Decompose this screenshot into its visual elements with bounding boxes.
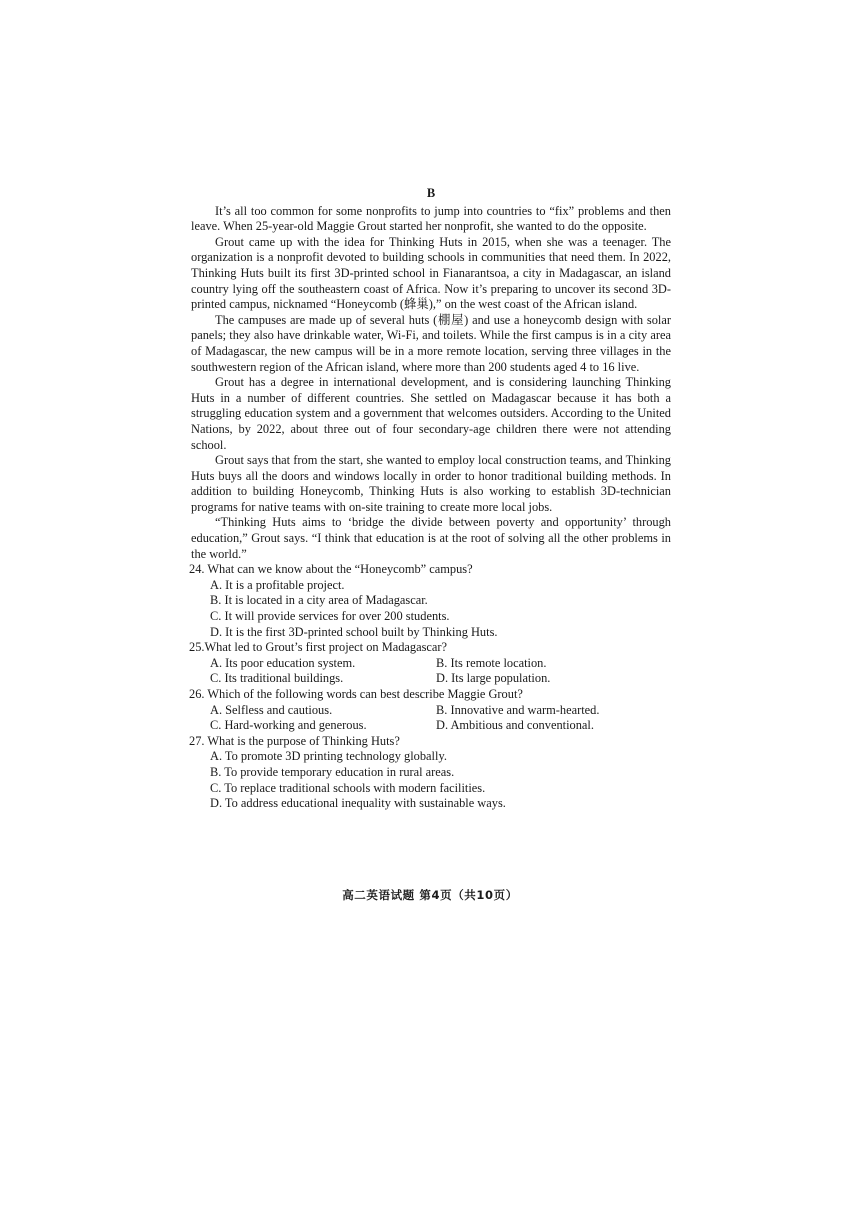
question-24-option-b: B. It is located in a city area of Madagascar. bbox=[210, 593, 428, 608]
question-27-option-b: B. To provide temporary education in rural areas. bbox=[210, 764, 455, 779]
paragraph-6: “Thinking Huts aims to ‘bridge the divide between poverty and opportunity’ through education,” Grout says. “I think that education is at the root of solving all the other problems in the world.” bbox=[191, 515, 671, 561]
reading-passage-b bbox=[191, 186, 671, 812]
question-26-option-d: D. Ambitious and conventional. bbox=[436, 718, 594, 733]
question-24-option-a: A. It is a profitable project. bbox=[210, 577, 345, 592]
question-25-stem: 25.What led to Grout’s first project on Madagascar? bbox=[189, 640, 448, 655]
paragraph-3: The campuses are made up of several huts (棚屋) and use a honeycomb design with solar panels; they also have drinkable water, Wi-Fi, and toilets. While the first campus is in a city area of Madagascar, the new campus will be in a more remote location, serving three villages in the southwestern region of the African island, where more than 200 students aged 4 to 16 live. bbox=[191, 312, 671, 374]
question-list bbox=[191, 562, 671, 812]
question-24-option-c: C. It will provide services for over 200 students. bbox=[210, 609, 450, 624]
paragraph-5: Grout says that from the start, she wanted to employ local construction teams, and Thinking Huts buys all the doors and windows locally in order to honor traditional building methods. In addition to building Honeycomb, Thinking Huts is also working to establish 3D-technician programs for native teams with on-site training to create more local jobs. bbox=[191, 453, 671, 514]
paragraph-2: Grout came up with the idea for Thinking Huts in 2015, when she was a teenager. The organization is a nonprofit devoted to building schools in communities that need them. In 2022, Thinking Huts built its first 3D-printed school in Fianarantsoa, a city in Madagascar, an island country lying off the southeastern coast of Africa. Now it’s preparing to uncover its second 3D-printed campus, nicknamed “Honeycomb (蜂巢),” on the west coast of the African island. bbox=[191, 234, 671, 312]
paragraph-4: Grout has a degree in international development, and is considering launching Thinking Huts in a number of different countries. She settled on Madagascar because it has both a struggling education system and a government that welcomes outsiders. According to the United Nations, by 2022, about three out of four secondary-age children there were not attending school. bbox=[191, 375, 671, 452]
question-25-option-c: C. Its traditional buildings. bbox=[210, 671, 344, 686]
question-24-stem: 24. What can we know about the “Honeycomb” campus? bbox=[189, 562, 473, 577]
paragraph-1: It’s all too common for some nonprofits to jump into countries to “fix” problems and then leave. When 25-year-old Maggie Grout started her nonprofit, she wanted to do the opposite. bbox=[191, 203, 671, 234]
question-26-options-row-2 bbox=[210, 718, 671, 734]
question-27-option-a: A. To promote 3D printing technology globally. bbox=[210, 749, 447, 764]
question-26-option-a: A. Selfless and cautious. bbox=[210, 702, 333, 717]
question-26-option-c: C. Hard-working and generous. bbox=[210, 718, 367, 733]
question-25-options-row-2 bbox=[210, 671, 671, 687]
question-26-stem: 26. Which of the following words can best describe Maggie Grout? bbox=[189, 687, 523, 701]
question-24-option-d: D. It is the first 3D-printed school built by Thinking Huts. bbox=[210, 624, 498, 639]
question-25-option-b: B. Its remote location. bbox=[436, 655, 547, 670]
page-footer: 高二英语试题 第4页（共10页） bbox=[342, 888, 518, 902]
section-title: B bbox=[426, 186, 436, 200]
question-26-options-row-1 bbox=[210, 703, 671, 719]
question-27-option-d: D. To address educational inequality with sustainable ways. bbox=[210, 796, 506, 811]
question-27-stem: 27. What is the purpose of Thinking Huts? bbox=[189, 733, 400, 748]
question-25-option-a: A. Its poor education system. bbox=[210, 655, 356, 670]
question-27-option-c: C. To replace traditional schools with modern facilities. bbox=[210, 780, 486, 795]
question-25-option-d: D. Its large population. bbox=[436, 671, 551, 686]
question-26-option-b: B. Innovative and warm-hearted. bbox=[436, 702, 600, 717]
question-25-options-row-1 bbox=[210, 656, 671, 672]
